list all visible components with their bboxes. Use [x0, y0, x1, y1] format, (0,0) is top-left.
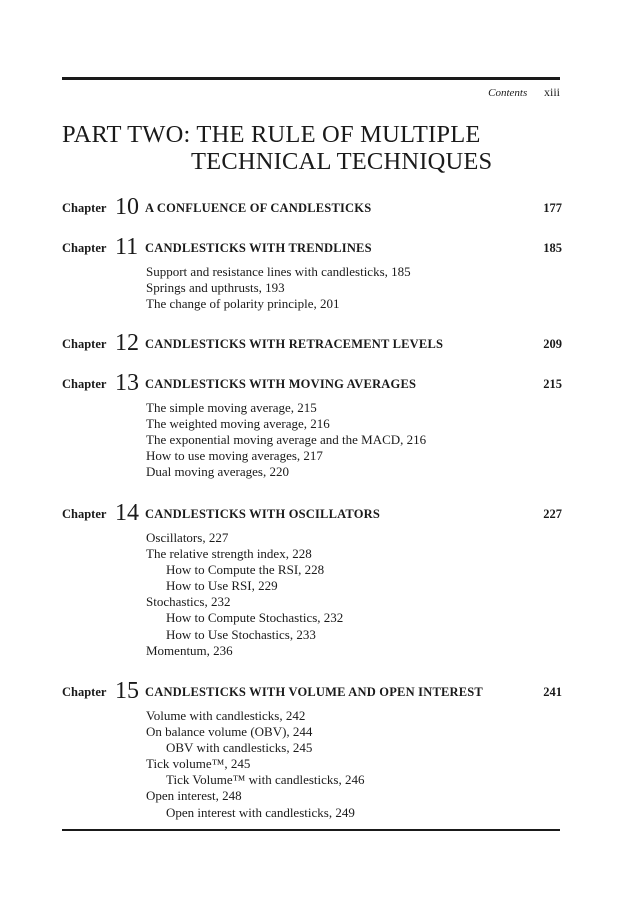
subsection-entry: OBV with candlesticks, 245	[166, 740, 313, 756]
chapter-heading	[62, 500, 562, 524]
section-list	[146, 708, 562, 821]
chapter-label: Chapter	[62, 337, 107, 351]
chapter-heading	[62, 194, 562, 218]
chapter-heading	[62, 678, 562, 702]
section-entry: The exponential moving average and the MACD, 216	[146, 432, 427, 448]
header-page-number: xiii	[543, 85, 560, 99]
chapter-entry	[62, 330, 562, 354]
chapter-entry	[62, 678, 562, 821]
chapter-number: 15	[115, 678, 139, 704]
chapter-entry	[62, 234, 562, 312]
section-entry: The change of polarity principle, 201	[146, 296, 340, 312]
chapter-title: CANDLESTICKS WITH TRENDLINES	[145, 241, 372, 255]
chapter-page-number: 215	[543, 377, 562, 391]
section-entry: How to use moving averages, 217	[146, 448, 323, 464]
subsection-entry: Open interest with candlesticks, 249	[166, 804, 355, 820]
subsection-entry: How to Use Stochastics, 233	[166, 626, 316, 642]
chapter-page-number: 227	[543, 507, 562, 521]
subsection-entry: Tick Volume™ with candlesticks, 246	[166, 772, 365, 788]
chapter-title: CANDLESTICKS WITH OSCILLATORS	[145, 507, 381, 521]
section-entry: The weighted moving average, 216	[146, 416, 330, 432]
chapter-title: CANDLESTICKS WITH MOVING AVERAGES	[145, 377, 417, 391]
subsection-entry: How to Use RSI, 229	[166, 578, 278, 594]
chapter-title: CANDLESTICKS WITH VOLUME AND OPEN INTEREST	[145, 685, 483, 699]
header-label: Contents	[488, 87, 528, 99]
chapter-number: 11	[115, 234, 139, 260]
chapter-number: 14	[115, 500, 139, 526]
part-title-line-2: TECHNICAL TECHNIQUES	[191, 148, 493, 175]
chapter-heading	[62, 234, 562, 258]
section-entry: Springs and upthrusts, 193	[146, 280, 285, 296]
chapter-number: 10	[115, 194, 139, 220]
section-entry: The simple moving average, 215	[146, 400, 317, 415]
chapter-number: 13	[115, 370, 139, 396]
chapter-entry	[62, 194, 562, 218]
section-entry: Tick volume™, 245	[146, 756, 251, 772]
section-entry: Open interest, 248	[146, 788, 242, 804]
chapter-page-number: 185	[543, 241, 562, 255]
subsection-entry: How to Compute the RSI, 228	[166, 562, 325, 578]
section-list	[146, 400, 562, 480]
chapter-label: Chapter	[62, 241, 107, 255]
section-list	[146, 530, 562, 659]
chapter-label: Chapter	[62, 685, 107, 699]
chapter-page-number: 241	[543, 685, 562, 699]
section-entry: Support and resistance lines with candlesticks, 185	[146, 264, 411, 279]
chapter-title: A CONFLUENCE OF CANDLESTICKS	[145, 201, 372, 215]
chapter-label: Chapter	[62, 377, 107, 391]
chapter-number: 12	[115, 330, 139, 356]
section-entry: Stochastics, 232	[146, 594, 231, 610]
running-header	[488, 85, 560, 100]
subsection-entry: How to Compute Stochastics, 232	[166, 610, 344, 626]
section-entry: Oscillators, 227	[146, 530, 229, 545]
section-list	[146, 264, 562, 312]
chapter-title: CANDLESTICKS WITH RETRACEMENT LEVELS	[145, 337, 444, 351]
section-entry: Momentum, 236	[146, 642, 233, 658]
section-entry: On balance volume (OBV), 244	[146, 724, 313, 740]
chapter-page-number: 209	[543, 337, 562, 351]
part-title	[62, 121, 492, 175]
chapter-label: Chapter	[62, 201, 107, 215]
chapter-label: Chapter	[62, 507, 107, 521]
top-rule	[62, 77, 560, 80]
part-title-line-1: PART TWO: THE RULE OF MULTIPLE	[62, 121, 481, 148]
chapter-heading	[62, 330, 562, 354]
section-entry: The relative strength index, 228	[146, 546, 312, 562]
chapter-page-number: 177	[543, 201, 562, 215]
section-entry: Volume with candlesticks, 242	[146, 708, 306, 723]
chapter-entry	[62, 500, 562, 659]
section-entry: Dual moving averages, 220	[146, 464, 289, 480]
bottom-rule	[62, 829, 560, 831]
chapter-heading	[62, 370, 562, 394]
chapter-entry	[62, 370, 562, 480]
